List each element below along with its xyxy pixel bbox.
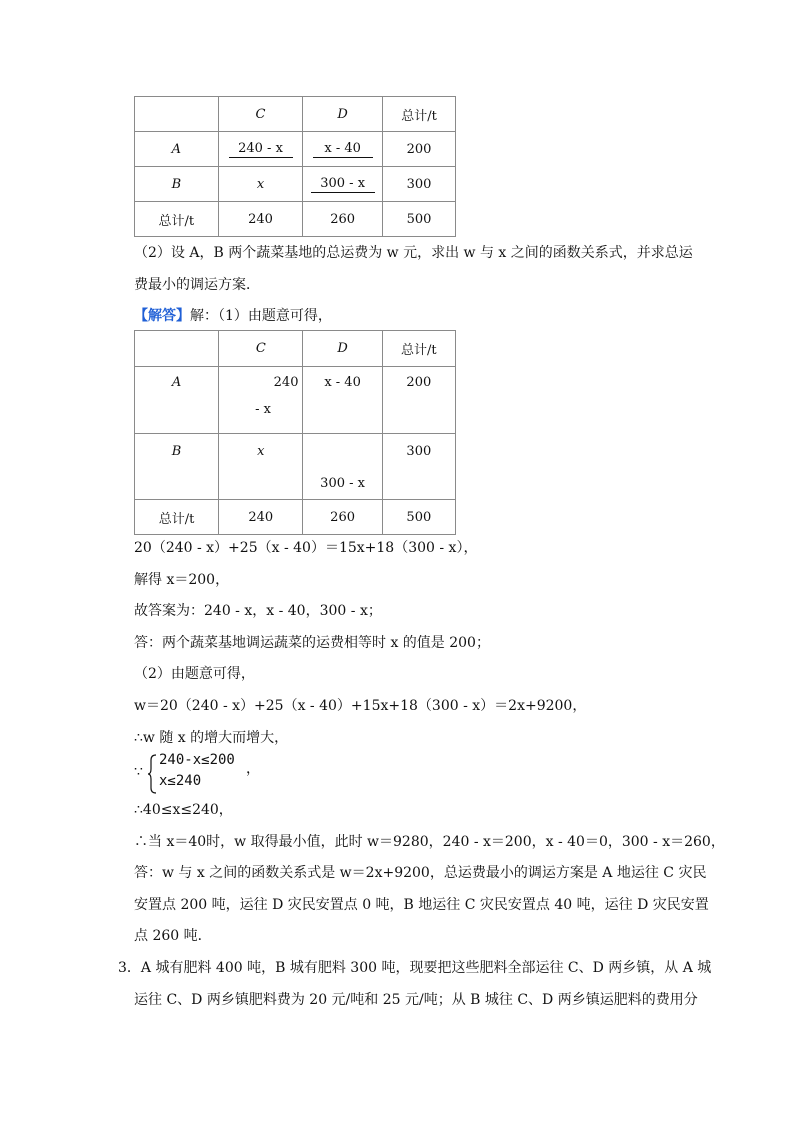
fill-blank-answer: x - 40: [313, 141, 373, 158]
table-cell: 240: [218, 202, 303, 237]
question-2-text-cont: 费最小的调运方案．: [134, 277, 260, 293]
table-row: [135, 367, 456, 434]
table-cell: 300: [382, 434, 455, 500]
equation-line: 20（240 - x）+25（x - 40）＝15x+18（300 - x），: [134, 540, 478, 556]
table-cell: 500: [382, 202, 455, 237]
question-2-text: （2）设 A，B 两个蔬菜基地的总运费为 w 元，求出 w 与 x 之间的函数关系式，并求总运: [134, 245, 693, 261]
table-row: [135, 132, 456, 167]
question-number: 3．: [118, 960, 141, 976]
table-header-row: [135, 331, 456, 367]
inequality-2: x≤240: [159, 773, 202, 789]
row-label-a: A: [135, 132, 219, 167]
answer-tag: 【解答】: [134, 308, 190, 324]
table-cell: 500: [382, 500, 455, 535]
row-label-b: B: [135, 434, 219, 500]
fill-blank-answer: 300 - x: [311, 176, 375, 193]
range-line: ∴40≤x≤240，: [134, 802, 233, 818]
table-cell: x: [219, 434, 303, 500]
table-cell: 260: [303, 202, 383, 237]
table-corner-cell: [135, 97, 219, 132]
table-row: [135, 167, 456, 202]
table-cell: 260: [303, 500, 382, 535]
table-cell: x - 40: [303, 367, 382, 434]
table-cell: x: [218, 167, 303, 202]
table-corner-cell: [135, 331, 219, 367]
answer-intro: 解：（1）由题意可得，: [190, 308, 332, 324]
transport-table-question: [134, 96, 456, 237]
blank-cell: [303, 132, 383, 167]
cell-line: - x: [255, 402, 271, 417]
blank-cell: [218, 132, 303, 167]
table-row: [135, 500, 456, 535]
table-cell: 200: [382, 367, 455, 434]
left-brace-icon: [148, 754, 158, 794]
inequality-system: [134, 752, 274, 796]
table-cell: 200: [382, 132, 455, 167]
final-answer-line-end: 点 260 吨．: [134, 928, 212, 944]
table-cell: 300: [382, 167, 455, 202]
final-answer-line: 答：w 与 x 之间的函数关系式是 w＝2x+9200，总运费最小的调运方案是 A 地运往 C 灾民: [134, 865, 707, 881]
question-3-line-1: A 城有肥料 400 吨，B 城有肥料 300 吨，现要把这些肥料全部运往 C、D 两乡镇，从 A 城: [140, 960, 712, 976]
solution-line: 解得 x＝200，: [134, 572, 230, 588]
inequality-1: 240-x≤200: [159, 752, 235, 768]
blank-cell: [303, 167, 383, 202]
row-label-b: B: [135, 167, 219, 202]
row-label-total: 总计/t: [135, 202, 219, 237]
because-symbol: ∵: [134, 764, 143, 780]
header-cell-total: 总计/t: [382, 331, 455, 367]
table-header-row: [135, 97, 456, 132]
header-cell-d: D: [303, 331, 382, 367]
transport-table-solution: [134, 330, 456, 535]
table-row: [135, 434, 456, 500]
header-cell-c: C: [218, 97, 303, 132]
header-cell-c: C: [219, 331, 303, 367]
fill-blank-answer: 240 - x: [229, 141, 293, 158]
final-answer-line-cont: 安置点 200 吨，运往 D 灾民安置点 0 吨，B 地运往 C 灾民安置点 40 吨，运往 D 灾民安置: [134, 897, 709, 913]
system-comma: ，: [246, 761, 260, 777]
question-3-line-2: 运往 C、D 两乡镇肥料费为 20 元/吨和 25 元/吨；从 B 城往 C、D 两乡镇运肥料的费用分: [134, 992, 698, 1008]
conclusion-line: 答：两个蔬菜基地调运蔬菜的运费相等时 x 的值是 200；: [134, 635, 490, 651]
table-row: [135, 202, 456, 237]
question-3-text: [118, 958, 711, 978]
cell-line: 240: [273, 375, 299, 390]
table-cell: [219, 367, 303, 434]
header-cell-total: 总计/t: [382, 97, 455, 132]
answer-heading: [134, 306, 332, 326]
minimum-line: ∴当 x＝40时，w 取得最小值，此时 w＝9280，240 - x＝200，x - 40＝0，300 - x＝260，: [134, 834, 725, 850]
part-2-heading: （2）由题意可得，: [134, 666, 255, 682]
table-cell: 300 - x: [303, 434, 382, 500]
answer-fill-line: 故答案为：240 - x，x - 40，300 - x；: [134, 603, 382, 619]
row-label-total: 总计/t: [135, 500, 219, 535]
row-label-a: A: [135, 367, 219, 434]
monotonic-line: ∴w 随 x 的增大而增大，: [134, 730, 289, 746]
table-cell: 240: [219, 500, 303, 535]
cost-function-line: w＝20（240 - x）+25（x - 40）+15x+18（300 - x）＝2x+9200，: [134, 698, 587, 714]
header-cell-d: D: [303, 97, 383, 132]
